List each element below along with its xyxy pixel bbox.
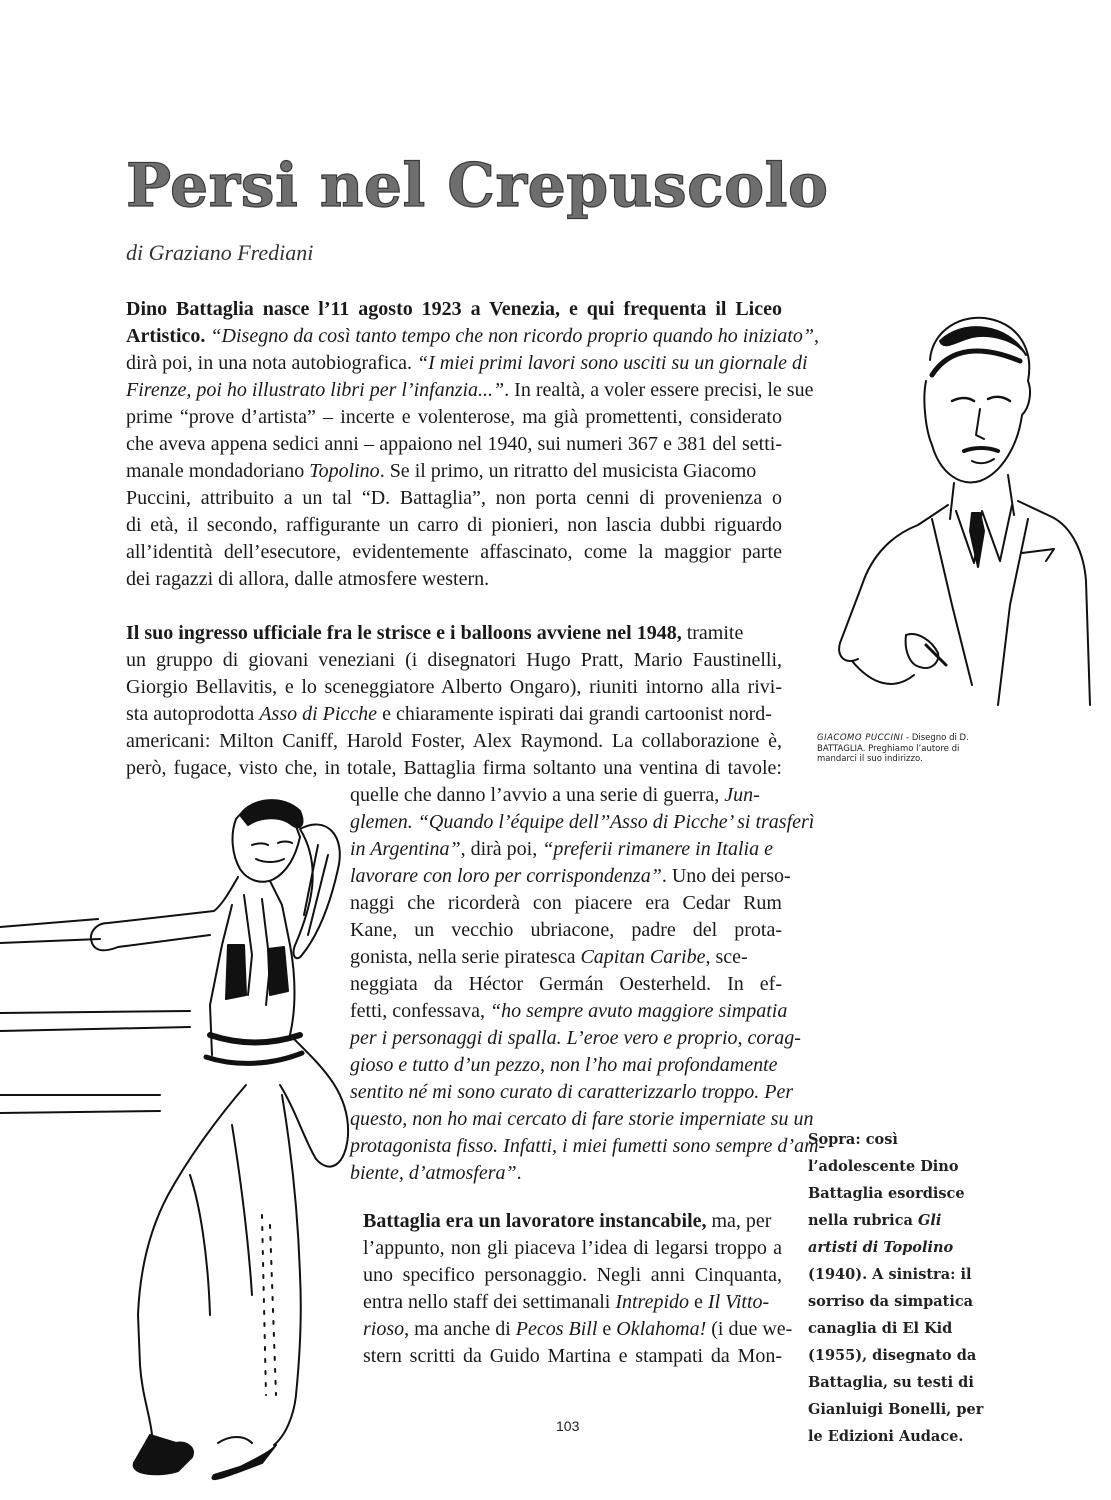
puccini-portrait-illustration xyxy=(822,305,1092,725)
text-line: Il suo ingresso ufficiale fra le strisce e i balloons avviene nel 1948, tramite xyxy=(126,622,744,644)
text-line: Dino Battaglia nasce l’11 agosto 1923 a Venezia, e qui frequenta il Liceo xyxy=(126,298,782,320)
text-line: gioso e tutto d’un pezzo, non l’ho mai profondamente xyxy=(350,1054,778,1076)
text-line: fetti, confessava, “ho sempre avuto maggiore simpatia xyxy=(350,1000,788,1022)
text-line: che aveva appena sedici anni – appaiono nel 1940, sui numeri 367 e 381 del setti- xyxy=(126,433,782,455)
text-line: Kane, un vecchio ubriacone, padre del prota- xyxy=(350,919,782,941)
text-line: all’identità dell’esecutore, evidentemente affascinato, come la maggior parte xyxy=(126,541,782,563)
text-line: però, fugace, visto che, in totale, Battaglia firma soltanto una ventina di tavole: xyxy=(126,757,782,779)
text-line: sentito né mi sono curato di caratterizzarlo troppo. Per xyxy=(350,1081,794,1103)
text-line: dirà poi, in una nota autobiografica. “I miei primi lavori sono usciti su un giornale di xyxy=(126,352,808,374)
text-line: uno specifico personaggio. Negli anni Cinquanta, xyxy=(363,1264,782,1286)
text-line: di età, il secondo, raffigurante un carro di pionieri, non lascia dubbi riguardo xyxy=(126,514,782,536)
text-line: per i personaggi di spalla. L’eroe vero e proprio, corag- xyxy=(350,1027,801,1049)
text-line: in Argentina”, dirà poi, “preferii rimanere in Italia e xyxy=(350,838,773,860)
text-line: un gruppo di giovani veneziani (i disegnatori Hugo Pratt, Mario Faustinelli, xyxy=(126,649,782,671)
article-title: Persi nel Crepuscolo xyxy=(126,151,829,221)
text-line: questo, non ho mai cercato di fare storie imperniate su un xyxy=(350,1108,814,1130)
text-line: dei ragazzi di allora, dalle atmosfere western. xyxy=(126,568,490,590)
text-line: protagonista fisso. Infatti, i miei fumetti sono sempre d’am- xyxy=(350,1135,826,1157)
text-line: stern scritti da Guido Martina e stampati da Mon- xyxy=(363,1345,782,1367)
text-line: Giorgio Bellavitis, e lo sceneggiatore Alberto Ongaro), riuniti intorno alla rivi- xyxy=(126,676,782,698)
text-line: gonista, nella serie piratesca Capitan Caribe, sce- xyxy=(350,946,748,968)
text-line: l’appunto, non gli piaceva l’idea di legarsi troppo a xyxy=(363,1237,782,1259)
text-line: rioso, ma anche di Pecos Bill e Oklahoma! (i due we- xyxy=(363,1318,793,1340)
text-line: americani: Milton Caniff, Harold Foster, Alex Raymond. La collaborazione è, xyxy=(126,730,782,752)
portrait-caption: GIACOMO PUCCINI - Disegno di D. BATTAGLIA. Preghiamo l’autore di mandarci il suo indirizzo. xyxy=(817,733,969,764)
article-author: di Graziano Frediani xyxy=(126,240,314,265)
text-line: prime “prove d’artista” – incerte e volenterose, ma già promettenti, considerato xyxy=(126,406,782,428)
text-line: sta autoprodotta Asso di Picche e chiaramente ispirati dai grandi cartoonist nord- xyxy=(126,703,772,725)
text-line: manale mondadoriano Topolino. Se il primo, un ritratto del musicista Giacomo xyxy=(126,460,757,482)
text-line: Firenze, poi ho illustrato libri per l’infanzia...”. In realtà, a voler essere precisi, le sue xyxy=(126,379,814,401)
side-caption: Sopra: così l’adolescente Dino Battaglia esordisce nella rubrica Gli artisti di Topolino (1940). A sinistra: il sorriso da simpatica canaglia di El Kid (1955), disegnato da Battaglia, su testi di Gianluigi Bonelli, per le Edizioni Audace. xyxy=(808,1131,984,1445)
text-line: biente, d’atmosfera”. xyxy=(350,1162,522,1184)
text-line: neggiata da Héctor Germán Oesterheld. In ef- xyxy=(350,973,782,995)
text-line: Artistico. “Disegno da così tanto tempo che non ricordo proprio quando ho iniziato”, xyxy=(126,325,819,347)
text-line: quelle che danno l’avvio a una serie di guerra, Jun- xyxy=(350,784,760,806)
text-line: Battaglia era un lavoratore instancabile, ma, per xyxy=(363,1210,772,1232)
text-line: entra nello staff dei settimanali Intrepido e Il Vitto- xyxy=(363,1291,770,1313)
text-line: glemen. “Quando l’équipe dell’’Asso di Picche’ si trasferì xyxy=(350,811,815,833)
page-number: 103 xyxy=(556,1418,580,1434)
el-kid-illustration xyxy=(0,795,370,1485)
text-line: lavorare con loro per corrispondenza”. Uno dei perso- xyxy=(350,865,791,887)
text-line: naggi che ricorderà con piacere era Cedar Rum xyxy=(350,892,782,914)
text-line: Puccini, attribuito a un tal “D. Battaglia”, non porta cenni di provenienza o xyxy=(126,487,782,509)
